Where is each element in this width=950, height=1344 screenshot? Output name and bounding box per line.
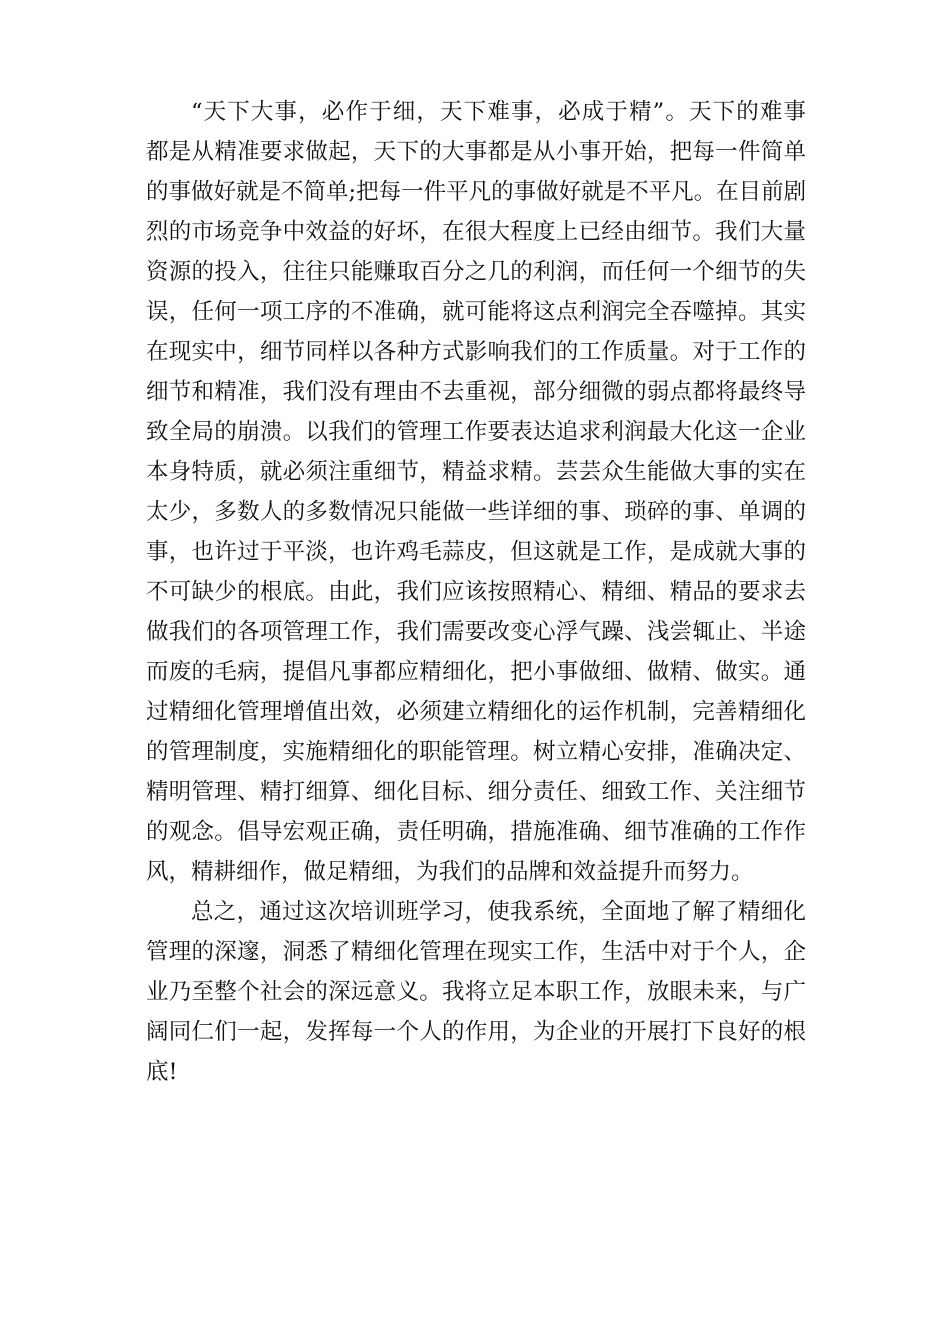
paragraph-line: 而废的毛病，提倡凡事都应精细化，把小事做细、做精、做实。通 bbox=[146, 659, 806, 685]
paragraph-line: 管理的深邃，洞悉了精细化管理在现实工作，生活中对于个人，企 bbox=[146, 939, 806, 965]
paragraph-line: 误，任何一项工序的不准确，就可能将这点利润完全吞噬掉。其实 bbox=[146, 299, 806, 325]
paragraph-line: 在现实中，细节同样以各种方式影响我们的工作质量。对于工作的 bbox=[146, 339, 806, 365]
paragraph-line: 太少，多数人的多数情况只能做一些详细的事、琐碎的事、单调的 bbox=[146, 499, 806, 525]
paragraph-line: 业乃至整个社会的深远意义。我将立足本职工作，放眼未来，与广 bbox=[146, 979, 806, 1005]
paragraph-line: 风，精耕细作，做足精细，为我们的品牌和效益提升而努力。 bbox=[146, 859, 754, 885]
paragraph-line: 精明管理、精打细算、细化目标、细分责任、细致工作、关注细节 bbox=[146, 779, 806, 805]
paragraph-1 bbox=[146, 92, 806, 892]
paragraph-line: 阔同仁们一起，发挥每一个人的作用，为企业的开展打下良好的根 bbox=[146, 1019, 806, 1045]
paragraph-line: 细节和精准，我们没有理由不去重视，部分细微的弱点都将最终导 bbox=[146, 379, 806, 405]
paragraph-line: 底! bbox=[146, 1059, 178, 1085]
paragraph-line: 不可缺少的根底。由此，我们应该按照精心、精细、精品的要求去 bbox=[146, 579, 806, 605]
paragraph-line: 都是从精准要求做起，天下的大事都是从小事开始，把每一件简单 bbox=[146, 139, 806, 165]
paragraph-line: 资源的投入，往往只能赚取百分之几的利润，而任何一个细节的失 bbox=[146, 259, 806, 285]
paragraph-line: 的事做好就是不简单;把每一件平凡的事做好就是不平凡。在目前剧 bbox=[146, 179, 806, 205]
paragraph-line: 致全局的崩溃。以我们的管理工作要表达追求利润最大化这一企业 bbox=[146, 419, 806, 445]
paragraph-line: 的管理制度，实施精细化的职能管理。树立精心安排，准确决定、 bbox=[146, 739, 806, 765]
paragraph-line: 本身特质，就必须注重细节，精益求精。芸芸众生能做大事的实在 bbox=[146, 459, 806, 485]
paragraph-line: “天下大事，必作于细，天下难事，必成于精”。天下的难事 bbox=[191, 99, 806, 125]
document-body bbox=[146, 92, 806, 1092]
paragraph-line: 总之，通过这次培训班学习，使我系统，全面地了解了精细化 bbox=[191, 899, 806, 925]
paragraph-line: 烈的市场竞争中效益的好坏，在很大程度上已经由细节。我们大量 bbox=[146, 219, 806, 245]
paragraph-2 bbox=[146, 892, 806, 1092]
paragraph-line: 事，也许过于平淡，也许鸡毛蒜皮，但这就是工作，是成就大事的 bbox=[146, 539, 806, 565]
paragraph-line: 做我们的各项管理工作，我们需要改变心浮气躁、浅尝辄止、半途 bbox=[146, 619, 806, 645]
paragraph-line: 过精细化管理增值出效，必须建立精细化的运作机制，完善精细化 bbox=[146, 699, 806, 725]
paragraph-line: 的观念。倡导宏观正确，责任明确，措施准确、细节准确的工作作 bbox=[146, 819, 806, 845]
